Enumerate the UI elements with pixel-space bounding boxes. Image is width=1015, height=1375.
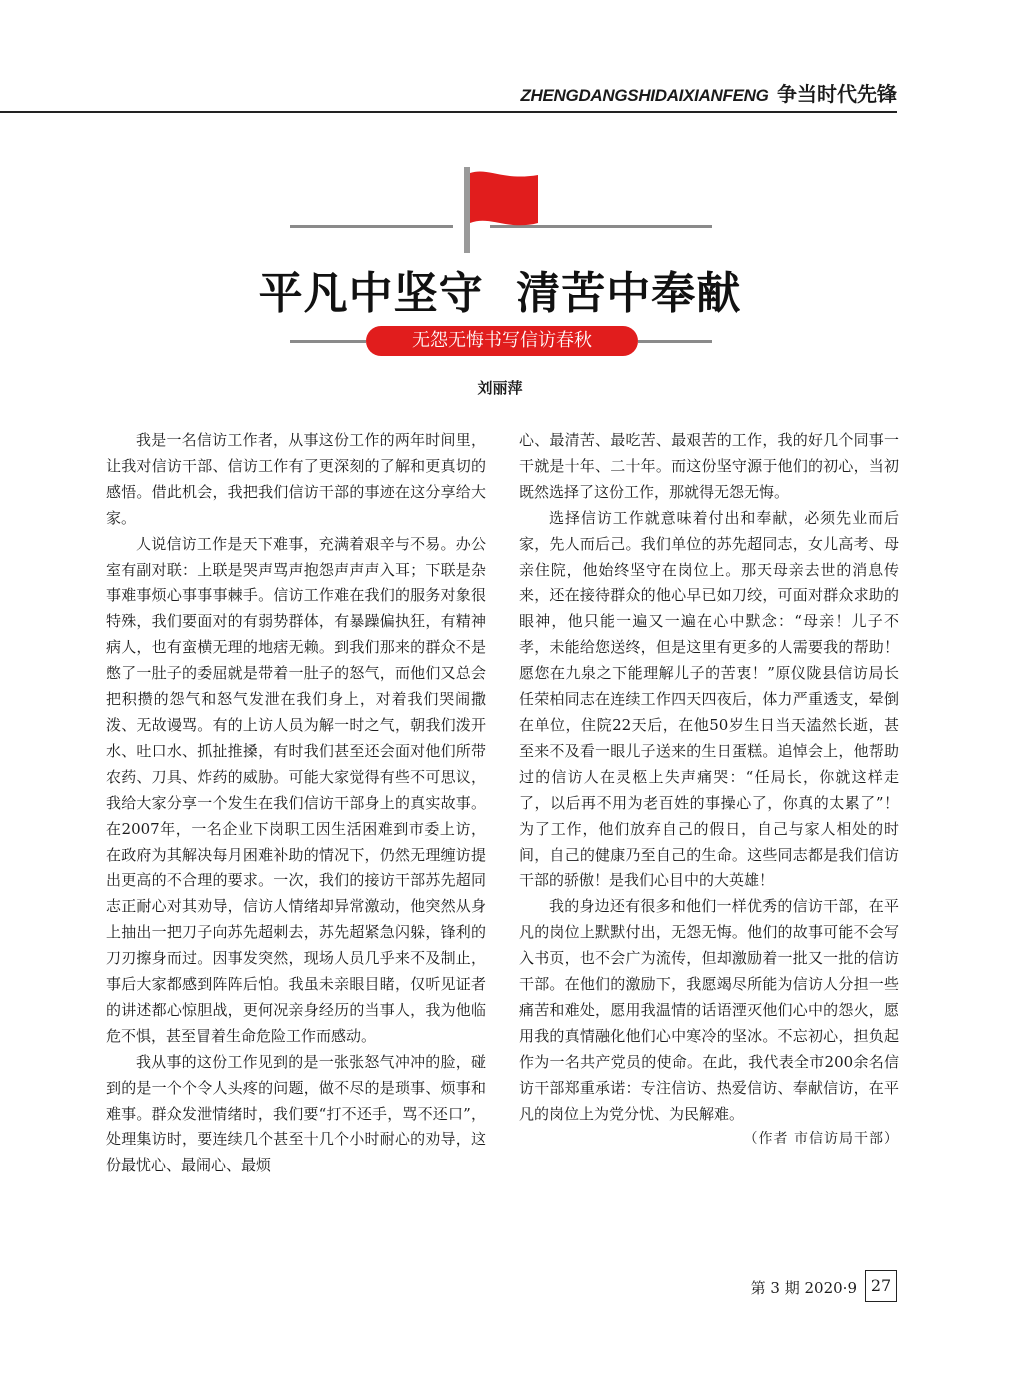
subtitle-rule-right [638,340,712,343]
article-title: 平凡中坚守 清苦中奉献 [258,268,742,319]
running-header [0,78,897,112]
article-subtitle: 无怨无悔书写信访春秋 [366,326,638,356]
paragraph-continuation: 心、最清苦、最吃苦、最艰苦的工作，我的好几个同事一干就是十年、二十年。而这份坚守源于他们的初心，当初既然选择了这份工作，那就得无怨无悔。 [519,431,899,501]
article-column-right [519,428,899,1153]
author-signature: （作者 市信访局干部） [743,1131,899,1148]
article-column-left [106,428,486,1179]
paragraph: 人说信访工作是天下难事，充满着艰辛与不易。办公室有副对联：上联是哭声骂声抱怨声声声入耳；下联是杂事难事烦心事事事棘手。信访工作难在我们的服务对象很特殊，我们要面对的有弱势群体，有暴躁偏执狂，有精神病人，也有蛮横无理的地痞无赖。到我们那来的群众不是憋了一肚子的委屈就是带着一肚子的怒气，而他们又总会把积攒的怨气和怒气发泄在我们身上，对着我们哭闹撒泼、无故谩骂。有的上访人员为解一时之气，朝我们泼开水、吐口水、抓扯推搡，有时我们甚至还会面对他们所带农药、刀具、炸药的威胁。可能大家觉得有些不可思议，我给大家分享一个发生在我们信访干部身上的真实故事。在2007年，一名企业下岗职工因生活困难到市委上访，在政府为其解决每月困难补助的情况下，仍然无理缠访提出更高的不合理的要求。一次，我们的接访干部苏先超同志正耐心对其劝导，信访人情绪却异常激动，他突然从身上抽出一把刀子向苏先超刺去，苏先超紧急闪躲，锋利的刀刃擦身而过。因事发突然，现场人员几乎来不及制止，事后大家都感到阵阵后怕。我虽未亲眼目睹，仅听见证者的讲述都心惊胆战，更何况亲身经历的当事人，我为他临危不惧，甚至冒着生命危险工作而感动。 [106,534,486,1045]
article-author: 刘丽萍 [477,379,523,397]
page-footer [700,1270,897,1302]
title-rule-left-top [290,225,453,228]
paragraph: 我从事的这份工作见到的是一张张怒气冲冲的脸，碰到的是一个个令人头疼的问题，做不尽的是琐事、烦事和难事。群众发泄情绪时，我们要“打不还手，骂不还口”，处理集访时，要连续几个甚至十几个小时耐心的劝导，这份最忧心、最闹心、最烦 [106,1052,486,1175]
paragraph: 我的身边还有很多和他们一样优秀的信访干部，在平凡的岗位上默默付出，无怨无悔。他们的故事可能不会写入书页，也不会广为流传，但却激励着一批又一批的信访干部。在他们的激励下，我愿竭尽所能为信访人分担一些痛苦和难处，愿用我温情的话语湮灭他们心中的怨火，愿用我的真情融化他们心中寒冷的坚冰。不忘初心，担负起作为一名共产党员的使命。在此，我代表全市200余名信访干部郑重承诺：专注信访、热爱信访、奉献信访，在平凡的岗位上为党分忧、为民解难。 [519,897,899,1123]
paragraph: 我是一名信访工作者，从事这份工作的两年时间里，让我对信访干部、信访工作有了更深刻的了解和更真切的感悟。借此机会，我把我们信访干部的事迹在这分享给大家。 [106,431,486,527]
issue-date: 第 3 期 2020·9 [750,1279,857,1297]
header-chinese-title: 争当时代先锋 [777,84,897,106]
paragraph: 选择信访工作就意味着付出和奉献，必须先业而后家，先人而后己。我们单位的苏先超同志，女儿高考、母亲住院，他始终坚守在岗位上。那天母亲去世的消息传来，还在接待群众的他心早已如刀绞，可面对群众求助的眼神，他只能一遍又一遍在心中默念：“母亲！儿子不孝，未能给您送终，但是这里有更多的人需要我的帮助！愿您在九泉之下能理解儿子的苦衷！”原仪陇县信访局长任荣柏同志在连续工作四天四夜后，体力严重透支，晕倒在单位，住院22天后，在他50岁生日当天溘然长逝，甚至来不及看一眼儿子送来的生日蛋糕。追悼会上，他帮助过的信访人在灵柩上失声痛哭：“任局长，你就这样走了，以后再不用为老百姓的事操心了，你真的太累了”！为了工作，他们放弃自己的假日，自己与家人相处的时间，自己的健康乃至自己的生命。这些同志都是我们信访干部的骄傲！是我们心目中的大英雄！ [519,508,899,890]
header-rule [0,111,897,113]
header-english-title: ZHENGDANGSHIDAIXIANFENG [520,86,769,105]
subtitle-rule-left [290,340,366,343]
red-flag-icon [458,165,548,255]
page-number: 27 [865,1270,897,1302]
